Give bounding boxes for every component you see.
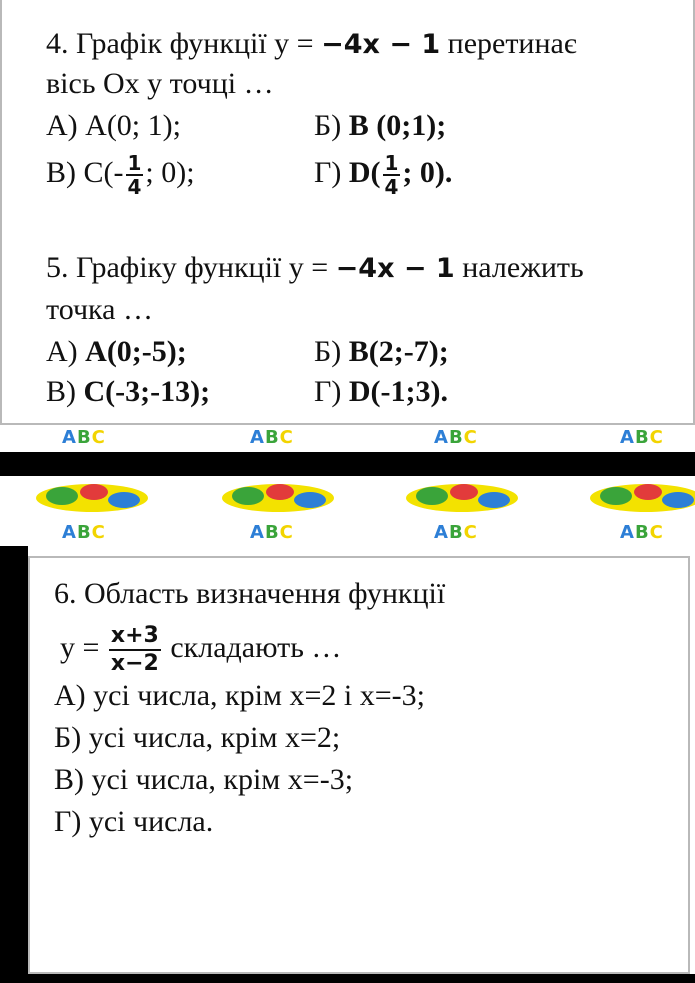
abc-letter-a: A [434, 427, 449, 448]
q6-fraction [109, 623, 161, 677]
decor-strip-top [0, 425, 695, 452]
q5-function: −4x − 1 [335, 253, 455, 284]
q4-option-d-tail: ; 0). [402, 155, 453, 189]
q5-option-c [46, 374, 210, 410]
q5-option-d-value: D(-1;3). [348, 375, 448, 408]
abc-letter-b: B [634, 427, 650, 448]
q4-option-d-fraction [383, 152, 401, 198]
q5-option-c-label: В) [46, 375, 84, 408]
fraction-numerator: 1 [384, 151, 399, 175]
q6-option-d: Г) усі числа. [54, 805, 214, 838]
q5-option-a-label: А) [46, 335, 86, 368]
q6-stem-end: складають … [162, 631, 342, 664]
abc-letter-c: C [279, 427, 294, 448]
q5-option-a-value: A(0;-5); [85, 335, 187, 368]
left-dark-edge [0, 546, 28, 983]
abc-letter-a: A [434, 522, 449, 543]
q6-y-equals: y = [60, 631, 107, 664]
q6-option-b: Б) усі числа, крім x=2; [54, 721, 341, 754]
abc-letter-c: C [649, 427, 664, 448]
q4-stem-text: 4. Графік функції y = [46, 27, 322, 60]
abc-logo [620, 427, 664, 448]
abc-letter-b: B [264, 427, 280, 448]
abc-letter-a: A [620, 427, 635, 448]
abc-letter-a: A [62, 522, 77, 543]
fraction-numerator: x+3 [109, 623, 161, 651]
abc-letter-c: C [279, 522, 294, 543]
bottom-dark-edge [0, 974, 695, 983]
q6-option-a: А) усі числа, крім x=2 і x=-3; [54, 679, 425, 712]
abc-letter-c: C [649, 522, 664, 543]
abc-letter-a: A [620, 522, 635, 543]
q5-stem-line-2: точка … [46, 293, 153, 326]
q5-option-d [314, 374, 448, 410]
q4-option-a-label: А) [46, 109, 86, 142]
abc-letter-a: A [250, 522, 265, 543]
abc-letter-c: C [91, 522, 106, 543]
q5-option-b-value: B(2;-7); [348, 335, 449, 368]
q4-option-b [314, 108, 446, 144]
abc-letter-c: C [463, 427, 478, 448]
abc-logo [620, 522, 664, 543]
q6-option-c: В) усі числа, крім x=-3; [54, 763, 354, 796]
fraction-numerator: 1 [127, 151, 142, 175]
abc-letter-b: B [448, 427, 464, 448]
abc-letter-a: A [250, 427, 265, 448]
decor-strip-bottom [0, 476, 695, 546]
abc-logo [62, 522, 106, 543]
q4-option-a [46, 108, 181, 144]
fraction-denominator: x−2 [110, 651, 159, 677]
q4-option-d [314, 152, 452, 198]
q6-stem-line-1: 6. Область визначення функції [54, 577, 446, 610]
abc-logo [62, 427, 106, 448]
q4-stem-line-1 [46, 26, 577, 63]
q4-stem-line-2: вісь Ох у точці … [46, 67, 274, 100]
fraction-denominator: 4 [127, 175, 142, 199]
q5-option-a [46, 334, 187, 370]
q4-option-d-prefix: D( [348, 155, 381, 189]
q5-stem-end: належить [454, 251, 584, 284]
abc-letter-b: B [76, 522, 92, 543]
q6-stem-line-2 [60, 618, 341, 678]
q4-stem-end: перетинає [440, 27, 577, 60]
q5-option-c-value: C(-3;-13); [83, 375, 211, 408]
image-separator [0, 452, 695, 476]
abc-letter-b: B [264, 522, 280, 543]
q4-option-c-label: В) С(- [46, 155, 124, 189]
abc-logo [250, 522, 294, 543]
q4-option-b-value: В (0;1); [348, 109, 447, 142]
q5-option-d-label: Г) [314, 375, 349, 408]
q4-option-c-tail: ; 0); [145, 155, 195, 189]
abc-letter-b: B [448, 522, 464, 543]
abc-logo [250, 427, 294, 448]
abc-logo [434, 522, 478, 543]
q4-function: −4x − 1 [321, 29, 441, 60]
abc-letter-b: B [634, 522, 650, 543]
q4-option-c-fraction [126, 152, 144, 198]
q5-stem-text: 5. Графіку функції y = [46, 251, 336, 284]
fraction-denominator: 4 [384, 175, 399, 199]
letters-decor-icon [402, 480, 522, 516]
abc-letter-c: C [91, 427, 106, 448]
q4-option-a-value: А(0; 1); [85, 109, 181, 142]
abc-letter-b: B [76, 427, 92, 448]
q5-option-b [314, 334, 449, 370]
letters-decor-icon [586, 480, 695, 516]
abc-letter-c: C [463, 522, 478, 543]
bottom-card [28, 556, 690, 974]
q4-option-b-label: Б) [314, 109, 349, 142]
q5-option-b-label: Б) [314, 335, 349, 368]
q4-option-d-label: Г) [314, 155, 349, 189]
top-card [0, 0, 695, 425]
q4-option-c [46, 152, 195, 198]
abc-letter-a: A [62, 427, 77, 448]
letters-decor-icon [218, 480, 338, 516]
abc-logo [434, 427, 478, 448]
letters-decor-icon [32, 480, 152, 516]
q5-stem-line-1 [46, 250, 584, 287]
